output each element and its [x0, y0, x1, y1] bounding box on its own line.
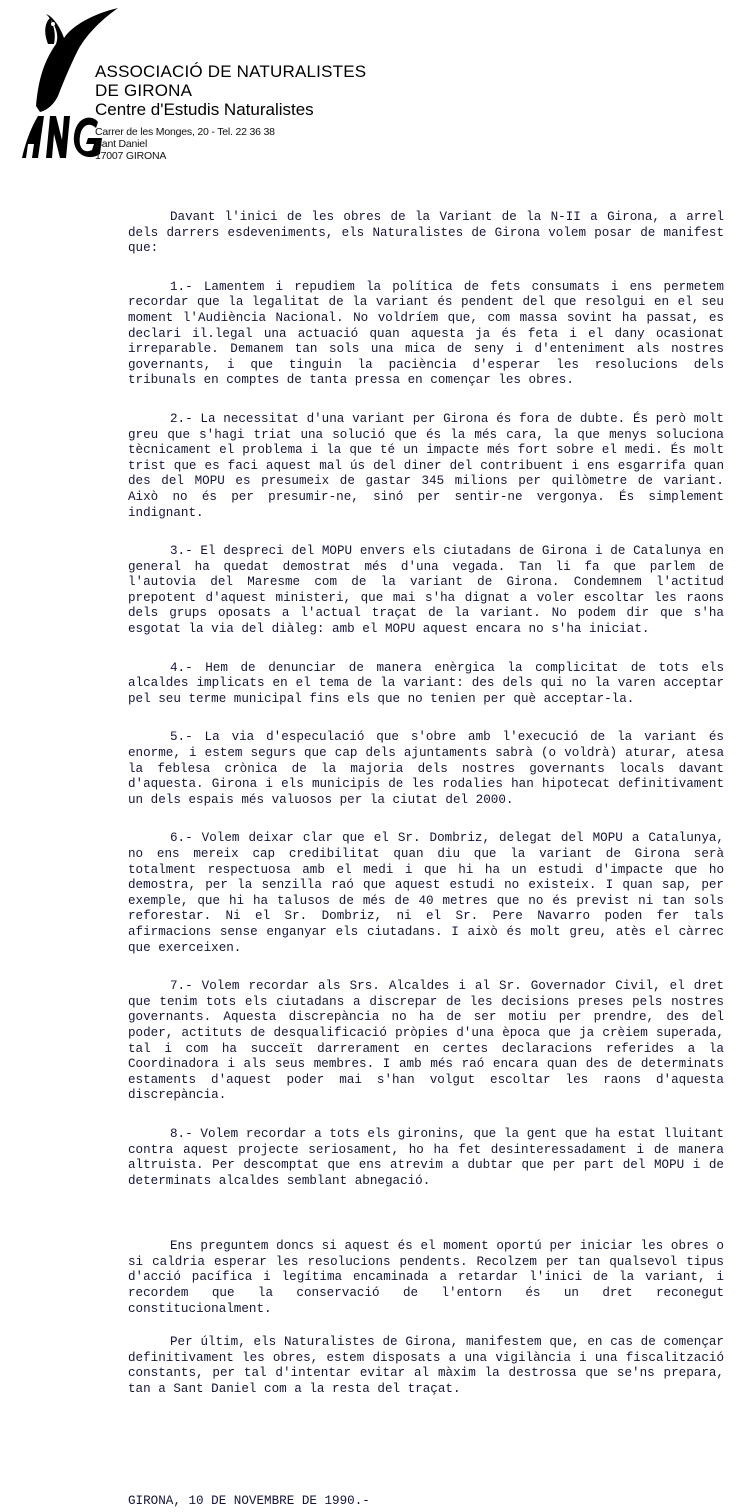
- org-name-line2: DE GIRONA: [95, 81, 193, 100]
- point-3: 3.- El despreci del MOPU envers els ciutadans de Girona i de Catalunya en general ha quedat demostrat més d'una vegada. Tan li fa que parlem de l'autovia del Maresme com de la variant de Girona. Condemnem l'actitud prepotent d'aquest ministeri, que mai s'ha dignat a voler escoltar les raons dels grups oposats a l'actual traçat de la variant. No podem dir que s'ha esgotat la via del diàleg: amb el MOPU aquest encara no s'ha iniciat.: [128, 544, 724, 637]
- point-7: 7.- Volem recordar als Srs. Alcaldes i al Sr. Governador Civil, el dret que tenim tots els ciutadans a discrepar de les decisions preses pels nostres governants. Aquesta discrepància no ha de ser motiu per prendre, des del poder, actituts de desqualificació pròpies d'una època que ja crèiem superada, tal i com ha succeït darrerament en certes declaracions referides a la Coordinadora i als seus membres. I amb més raó encara quan des de determinats estaments d'aquest poder mai s'han volgut escoltar les raons d'aquesta discrepància.: [128, 979, 724, 1103]
- point-6: 6.- Volem deixar clar que el Sr. Dombriz, delegat del MOPU a Catalunya, no ens mereix cap credibilitat quan diu que la variant de Girona serà totalment respectuosa amb el medi i que hi ha un estudi d'impacte que ho demostra, per la senzilla raó que aquest estudi no existeix. I quan sap, per exemple, que hi ha talusos de més de 40 metres que no és previst ni tan sols reforestar. Ni el Sr. Dombriz, ni el Sr. Pere Navarro poden fer tals afirmacions sense enganyar els ciutadans. I això és molt greu, atès el càrrec que exerceixen.: [128, 831, 724, 955]
- point-1: 1.- Lamentem i repudiem la política de fets consumats i ens permetem recordar que la legalitat de la variant és pendent del que resolgui en el seu moment l'Audiència Nacional. No voldríem que, com massa sovint ha passat, es declari il.legal una actuació quan aquesta ja és feta i el dany ocasionat irreparable. Demanem tan sols una mica de seny i d'enteniment als nostres governants, i que tinguin la paciència d'esperar les resolucions dels tribunals en comptes de tanta pressa en començar les obres.: [128, 279, 724, 388]
- letterhead: [0, 0, 740, 190]
- point-5: 5.- La via d'especulació que s'obre amb l'execució de la variant és enorme, i estem segurs que cap dels ajuntaments sabrà (o voldrà) aturar, atesa la feblesa crònica de la majoria dels nostres governants locals davant d'aquesta. Girona i els municipis de les rodalies han hipotecat definitivament un dels espais més valuosos per la ciutat del 2000.: [128, 730, 724, 807]
- point-8: 8.- Volem recordar a tots els gironins, que la gent que ha estat lluitant contra aquest projecte seriosament, ho ha fet desinteressadament i de manera altruista. Per descomptat que ens atrevim a dubtar que per part del MOPU i de determinats alcaldes semblant abnegació.: [128, 1126, 724, 1188]
- intro-paragraph: Davant l'inici de les obres de la Variant de la N-II a Girona, a arrel dels darrers esdeveniments, els Naturalistes de Girona volem posar de manifest que:: [128, 210, 724, 256]
- address-block: [95, 126, 275, 162]
- org-name-line1: ASSOCIACIÓ DE NATURALISTES: [95, 62, 367, 81]
- point-4: 4.- Hem de denunciar de manera enèrgica la complicitat de tots els alcaldes implicats en el tema de la variant: des dels qui no la varen acceptar pel seu terme municipal fins els que no tenien per què acceptar-la.: [128, 660, 724, 706]
- point-2: 2.- La necessitat d'una variant per Girona és fora de dubte. És però molt greu que s'hagi triat una solució que és la més cara, la que menys soluciona tècnicament el problema i la que té un impacte més fort sobre el medi. És molt trist que es faci aquest mal ús del diner del contribuent i ens esgarrifa quan des del MOPU es presumeix de gastar 345 milions per quilòmetre de variant. Això no és per presumir-ne, sinó per sentir-ne vergonya. És simplement indignant.: [128, 411, 724, 520]
- document-date: GIRONA, 10 DE NOVEMBRE DE 1990.-: [128, 1494, 370, 1508]
- address-line2: Sant Daniel: [95, 138, 148, 150]
- address-line3: 17007 GIRONA: [95, 150, 167, 162]
- closing-paragraph-1: Ens preguntem doncs si aquest és el moment oportú per iniciar les obres o si caldria esperar les resolucions pendents. Recolzem per tan qualsevol tipus d'acció pacífica i legítima encaminada a retardar l'inici de la variant, i recordem que la conservació de l'entorn és un dret reconegut constitucionalment.: [128, 1239, 724, 1316]
- manifesto-body: [128, 210, 724, 1398]
- closing-paragraph-2: Per últim, els Naturalistes de Girona, manifestem que, en cas de començar definitivament les obres, estem disposats a una vigilància i una fiscalització constants, per tal d'intentar evitar al màxim la destrossa que se'ns prepara, tan a Sant Daniel com a la resta del traçat.: [128, 1335, 724, 1397]
- organization-name: [95, 62, 366, 120]
- address-line1: Carrer de les Monges, 20 - Tel. 22 36 38: [95, 126, 275, 138]
- org-subtitle: Centre d'Estudis Naturalistes: [95, 100, 314, 119]
